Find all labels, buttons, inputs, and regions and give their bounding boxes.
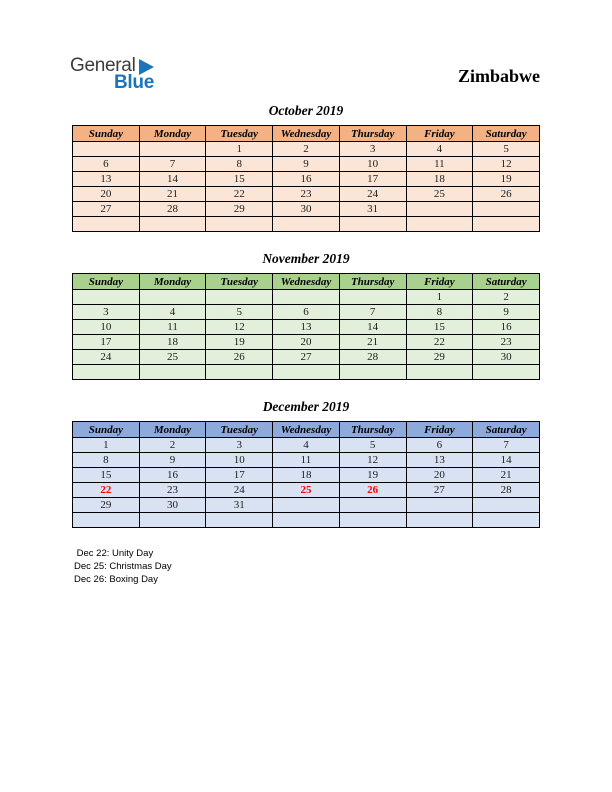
day-cell: 31 [206,498,273,513]
day-cell: 10 [339,157,406,172]
day-cell: 4 [139,305,206,320]
day-header-cell: Saturday [473,126,540,142]
day-cell [273,290,340,305]
day-cell: 23 [139,483,206,498]
day-cell: 25 [273,483,340,498]
day-cell [473,202,540,217]
day-cell: 14 [473,453,540,468]
day-cell: 17 [206,468,273,483]
day-cell [339,217,406,232]
day-cell: 11 [406,157,473,172]
day-cell: 22 [73,483,140,498]
day-cell: 28 [139,202,206,217]
week-row [73,290,540,305]
day-header-cell: Sunday [73,274,140,290]
day-cell: 1 [206,142,273,157]
logo-text-blue: Blue [114,72,154,93]
day-cell: 8 [406,305,473,320]
day-header-cell: Tuesday [206,274,273,290]
day-cell: 19 [473,172,540,187]
day-cell: 29 [406,350,473,365]
day-cell: 31 [339,202,406,217]
day-cell: 29 [206,202,273,217]
week-row [73,202,540,217]
day-cell [339,498,406,513]
day-cell: 14 [139,172,206,187]
day-cell: 30 [139,498,206,513]
day-cell: 1 [406,290,473,305]
day-header-cell: Sunday [73,422,140,438]
week-row [73,335,540,350]
day-cell: 25 [406,187,473,202]
week-row [73,142,540,157]
day-cell: 5 [206,305,273,320]
day-cell: 21 [139,187,206,202]
holiday-notes [74,547,540,586]
week-row [73,217,540,232]
day-cell: 21 [339,335,406,350]
day-cell: 3 [206,438,273,453]
day-cell [139,142,206,157]
day-cell [206,365,273,380]
day-cell [73,290,140,305]
week-row [73,187,540,202]
holiday-note: Dec 22: Unity Day [74,548,154,559]
day-cell: 5 [473,142,540,157]
week-row [73,157,540,172]
day-cell: 17 [73,335,140,350]
day-cell: 14 [339,320,406,335]
day-cell: 13 [406,453,473,468]
day-header-cell: Wednesday [273,422,340,438]
day-cell: 12 [473,157,540,172]
day-cell [273,217,340,232]
day-cell: 24 [339,187,406,202]
day-cell: 27 [406,483,473,498]
week-row [73,513,540,528]
day-cell [473,498,540,513]
day-cell: 7 [139,157,206,172]
day-cell [406,365,473,380]
day-cell [73,142,140,157]
country-title: Zimbabwe [457,66,540,86]
day-header-cell: Tuesday [206,422,273,438]
day-cell [406,513,473,528]
day-cell: 30 [473,350,540,365]
day-header-cell: Thursday [339,274,406,290]
week-row [73,365,540,380]
day-header-cell: Wednesday [273,126,340,142]
week-row [73,350,540,365]
day-cell [73,513,140,528]
day-cell: 3 [339,142,406,157]
day-header-cell: Saturday [473,422,540,438]
holiday-note: Dec 25: Christmas Day [74,561,172,572]
day-cell: 10 [73,320,140,335]
month-table [72,273,540,380]
week-row [73,453,540,468]
day-cell: 28 [473,483,540,498]
day-cell [473,217,540,232]
day-cell: 21 [473,468,540,483]
day-cell: 4 [273,438,340,453]
day-header-cell: Saturday [473,274,540,290]
day-cell [139,513,206,528]
day-cell: 28 [339,350,406,365]
day-header-cell: Thursday [339,422,406,438]
day-cell [139,290,206,305]
week-row [73,498,540,513]
month-title: October 2019 [268,103,344,118]
day-header-cell: Monday [139,274,206,290]
day-cell [473,365,540,380]
month-title: November 2019 [262,251,350,266]
day-cell: 13 [73,172,140,187]
day-cell: 6 [73,157,140,172]
day-cell [273,365,340,380]
day-cell: 27 [273,350,340,365]
day-cell: 17 [339,172,406,187]
day-cell: 25 [139,350,206,365]
day-cell: 16 [273,172,340,187]
day-cell [339,513,406,528]
day-cell: 15 [73,468,140,483]
day-cell: 30 [273,202,340,217]
day-header-cell: Friday [406,422,473,438]
day-cell: 24 [206,483,273,498]
day-cell: 18 [139,335,206,350]
day-cell: 20 [273,335,340,350]
day-cell [73,217,140,232]
week-row [73,305,540,320]
day-cell: 2 [473,290,540,305]
month-title: December 2019 [262,399,350,414]
day-cell: 19 [206,335,273,350]
day-cell: 15 [206,172,273,187]
day-cell: 16 [139,468,206,483]
day-cell: 27 [73,202,140,217]
month-table [72,125,540,232]
day-header-cell: Tuesday [206,126,273,142]
day-cell: 26 [206,350,273,365]
day-cell: 15 [406,320,473,335]
day-cell: 4 [406,142,473,157]
day-cell [206,513,273,528]
day-cell: 19 [339,468,406,483]
day-cell: 5 [339,438,406,453]
holiday-note: Dec 26: Boxing Day [74,574,158,585]
day-cell [406,498,473,513]
day-cell: 8 [206,157,273,172]
day-cell: 2 [273,142,340,157]
week-row [73,468,540,483]
day-cell: 8 [73,453,140,468]
month-block [72,251,540,380]
day-cell: 6 [273,305,340,320]
day-cell: 26 [339,483,406,498]
month-block [72,103,540,232]
day-cell: 6 [406,438,473,453]
day-cell: 20 [73,187,140,202]
day-cell [73,365,140,380]
day-cell: 11 [139,320,206,335]
day-cell: 10 [206,453,273,468]
day-cell: 3 [73,305,140,320]
day-cell: 12 [206,320,273,335]
day-cell: 9 [139,453,206,468]
month-block [72,399,540,528]
day-cell [406,202,473,217]
day-header-cell: Friday [406,274,473,290]
day-cell: 22 [406,335,473,350]
day-cell: 11 [273,453,340,468]
day-header-cell: Monday [139,126,206,142]
day-cell: 29 [73,498,140,513]
day-header-cell: Sunday [73,126,140,142]
day-header-cell: Friday [406,126,473,142]
day-cell [406,217,473,232]
week-row [73,483,540,498]
day-cell [273,513,340,528]
day-cell [473,513,540,528]
week-row [73,320,540,335]
week-row [73,172,540,187]
day-cell: 20 [406,468,473,483]
day-cell: 9 [273,157,340,172]
day-cell: 13 [273,320,340,335]
months-container [72,103,540,586]
day-header-cell: Monday [139,422,206,438]
day-cell [206,290,273,305]
day-cell [206,217,273,232]
day-cell: 18 [406,172,473,187]
week-row [73,438,540,453]
day-cell: 23 [473,335,540,350]
day-cell: 16 [473,320,540,335]
day-cell: 9 [473,305,540,320]
day-cell: 26 [473,187,540,202]
day-cell: 22 [206,187,273,202]
day-cell [339,365,406,380]
day-cell: 2 [139,438,206,453]
logo-text-general: General [70,55,136,76]
day-cell: 18 [273,468,340,483]
day-cell: 1 [73,438,140,453]
day-cell: 12 [339,453,406,468]
day-cell [273,498,340,513]
day-cell [339,290,406,305]
day-header-cell: Thursday [339,126,406,142]
day-cell: 24 [73,350,140,365]
general-blue-logo [70,55,154,94]
day-cell: 7 [339,305,406,320]
day-cell [139,365,206,380]
day-cell: 7 [473,438,540,453]
day-cell [139,217,206,232]
day-header-cell: Wednesday [273,274,340,290]
month-table [72,421,540,528]
day-cell: 23 [273,187,340,202]
